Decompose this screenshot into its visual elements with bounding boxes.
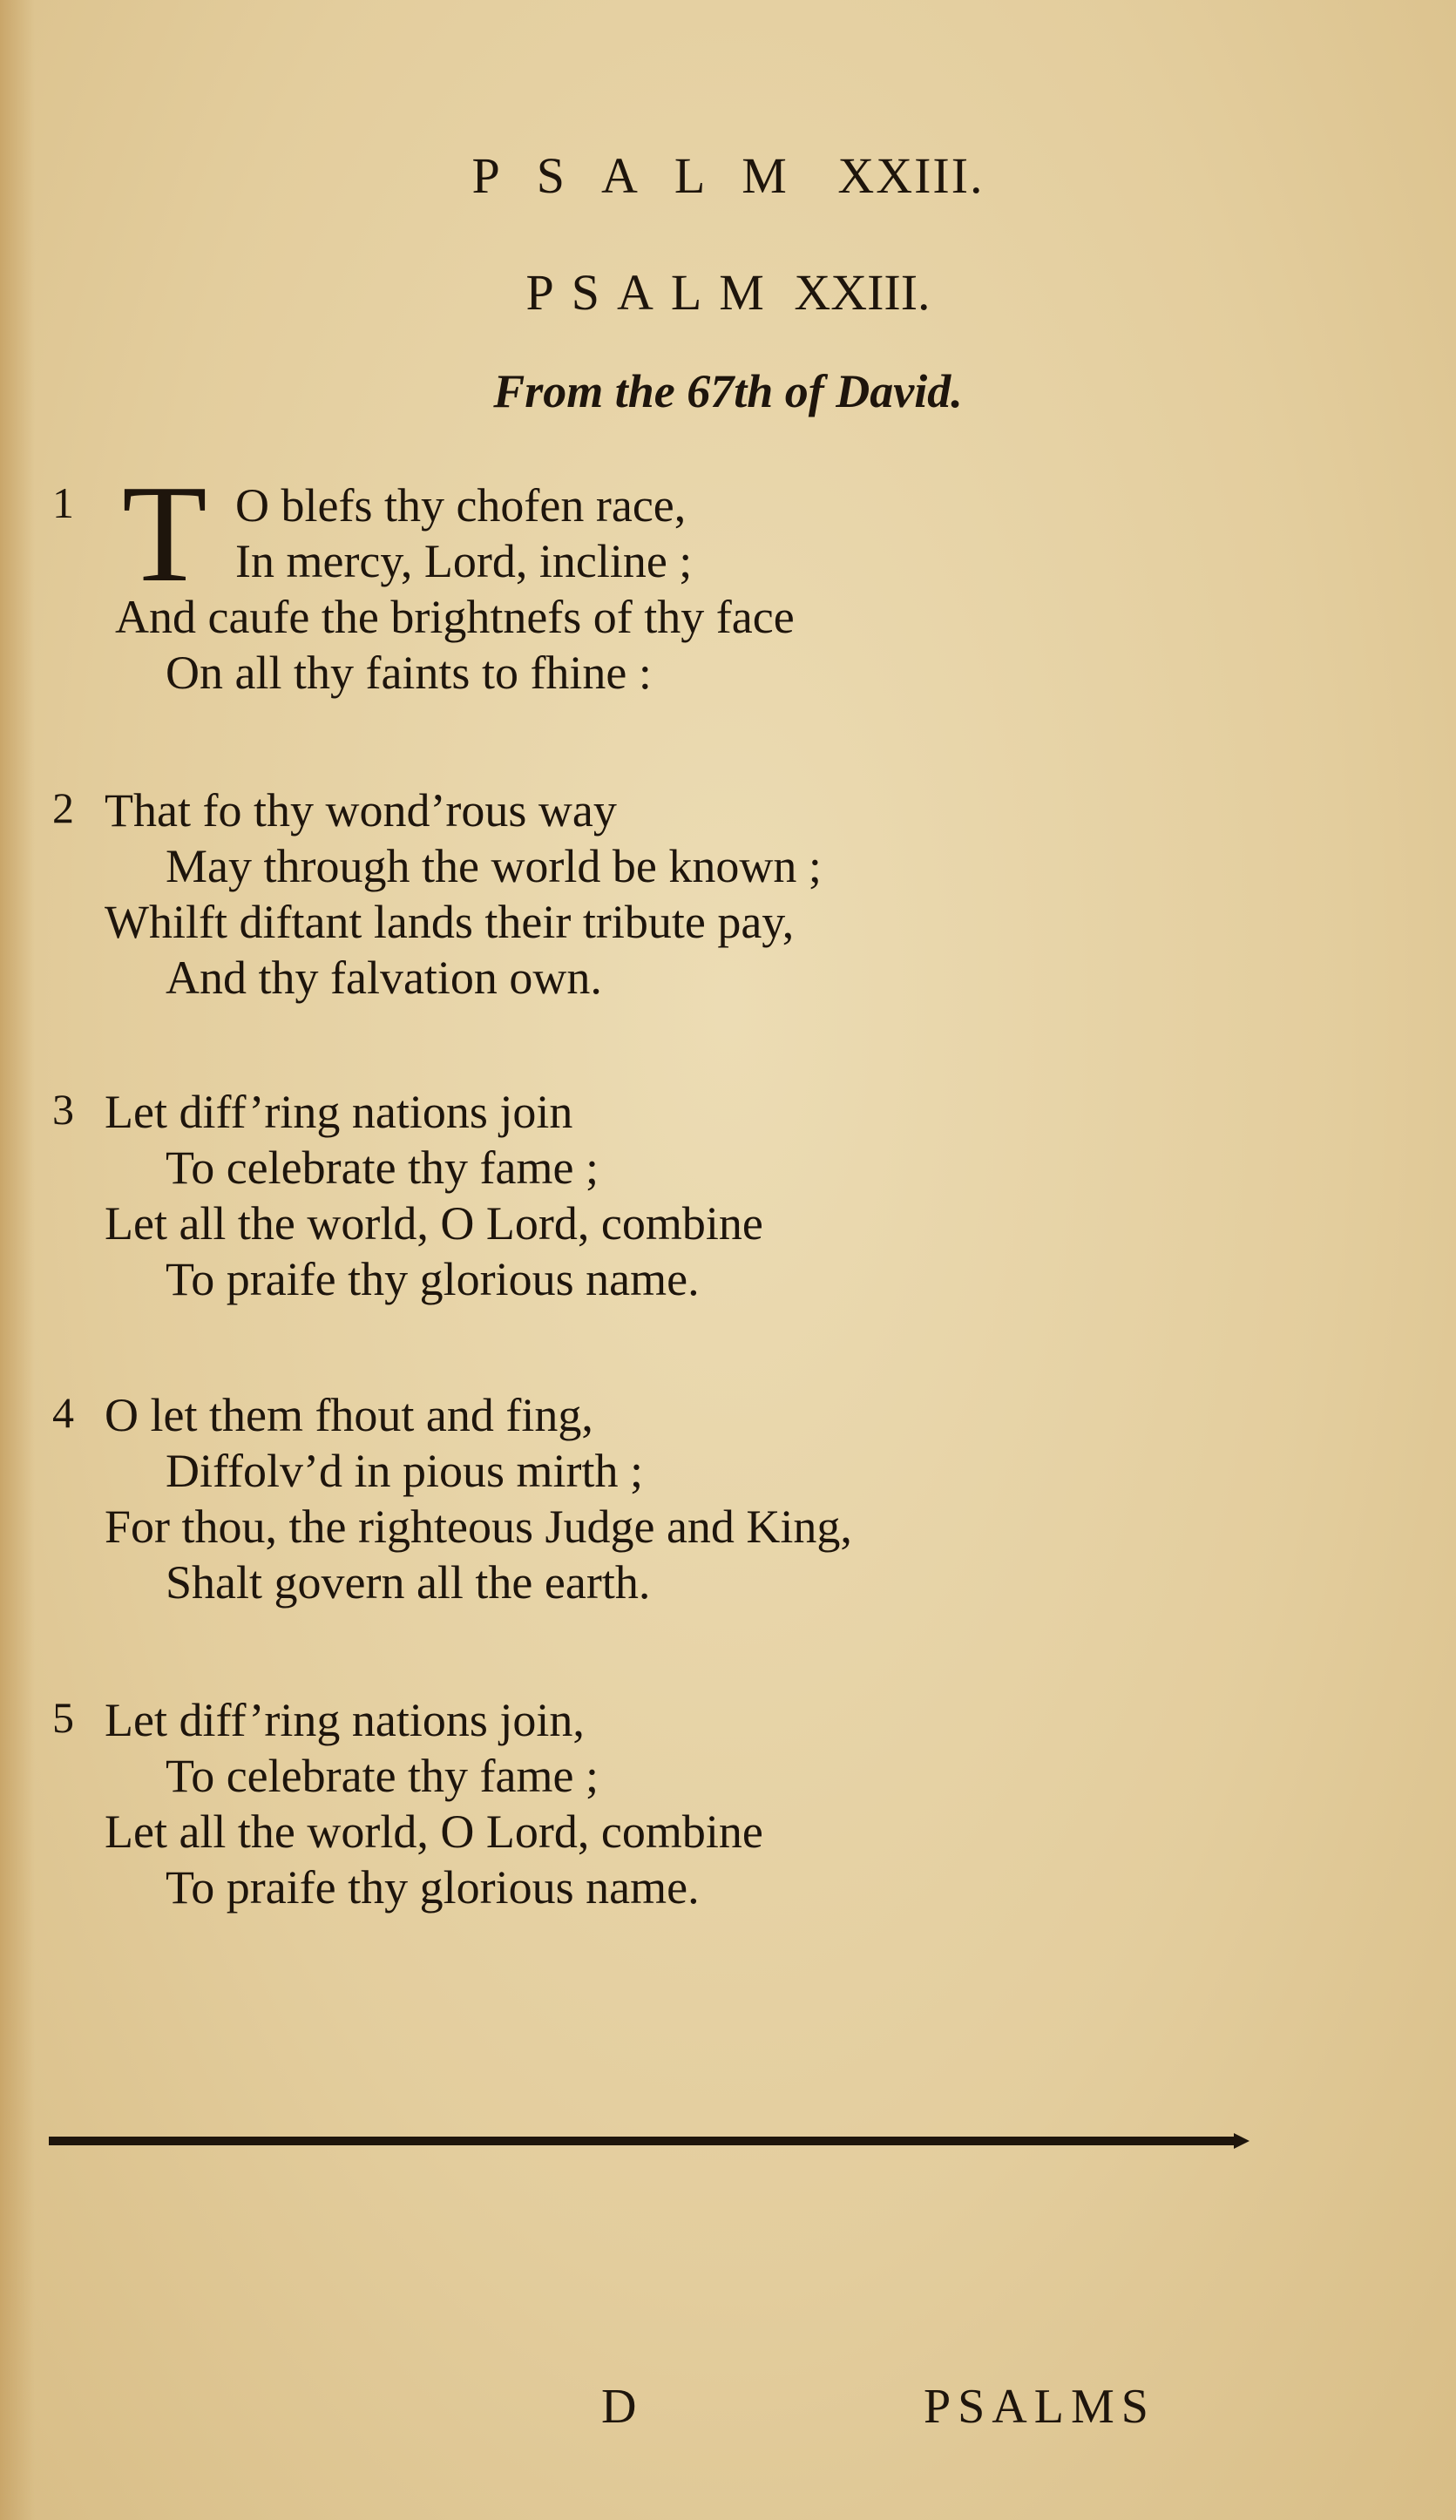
closing-rule: [49, 2137, 1234, 2145]
psalm-title-word: PSALM: [525, 264, 782, 321]
stanza-number: 5: [52, 1693, 74, 1742]
stanza-1: [52, 456, 1237, 701]
psalm-title-number: XXIII.: [794, 264, 931, 321]
verse-line: To praife thy glorious name.: [166, 1861, 700, 1914]
psalm-subtitle: From the 67th of David.: [493, 365, 963, 417]
verse-line: To celebrate thy fame ;: [166, 1750, 599, 1802]
verse-line: On all thy faints to fhine :: [166, 647, 652, 699]
catchword: PSALMS: [924, 2380, 1155, 2434]
drop-cap: T: [122, 456, 207, 611]
verse-line: O let them fhout and fing,: [105, 1389, 593, 1441]
verse-line: Let all the world, O Lord, combine: [105, 1197, 763, 1250]
running-head-word: PSALM: [471, 147, 823, 204]
running-head: [0, 146, 1456, 205]
verse-line: For thou, the righteous Judge and King,: [105, 1500, 852, 1553]
verse-line: That fo thy wond’rous way: [105, 784, 617, 837]
verse-line: O blefs thy chofen race,: [235, 479, 687, 532]
stanza-number: 1: [52, 478, 74, 527]
psalm-title: [0, 263, 1456, 322]
verse-line: May through the world be known ;: [166, 840, 822, 892]
stanza-3: [52, 1084, 1237, 1307]
stanza-4: [52, 1387, 1237, 1610]
verse-line: Diffolv’d in pious mirth ;: [166, 1445, 643, 1497]
stanza-number: 3: [52, 1085, 74, 1134]
verse-line: Shalt govern all the earth.: [166, 1556, 651, 1609]
verse-line: Let all the world, O Lord, combine: [105, 1805, 763, 1858]
stanza-2: [52, 782, 1237, 1006]
verse-line: To celebrate thy fame ;: [166, 1141, 599, 1194]
verse-line: To praife thy glorious name.: [166, 1253, 700, 1305]
stanza-5: [52, 1692, 1237, 1915]
verse-line: And caufe the brightnefs of thy face: [115, 591, 795, 643]
verse-line: Let diff’ring nations join,: [105, 1694, 585, 1746]
verse-line: In mercy, Lord, incline ;: [235, 535, 693, 587]
verse-line: And thy falvation own.: [166, 952, 602, 1004]
verse-line: Let diff’ring nations join: [105, 1086, 573, 1138]
stanza-number: 2: [52, 783, 74, 832]
verse-line: Whilft diftant lands their tribute pay,: [105, 896, 795, 948]
signature-mark: D: [601, 2380, 637, 2434]
running-head-number: XXIII.: [837, 147, 985, 204]
stanza-number: 4: [52, 1388, 74, 1437]
